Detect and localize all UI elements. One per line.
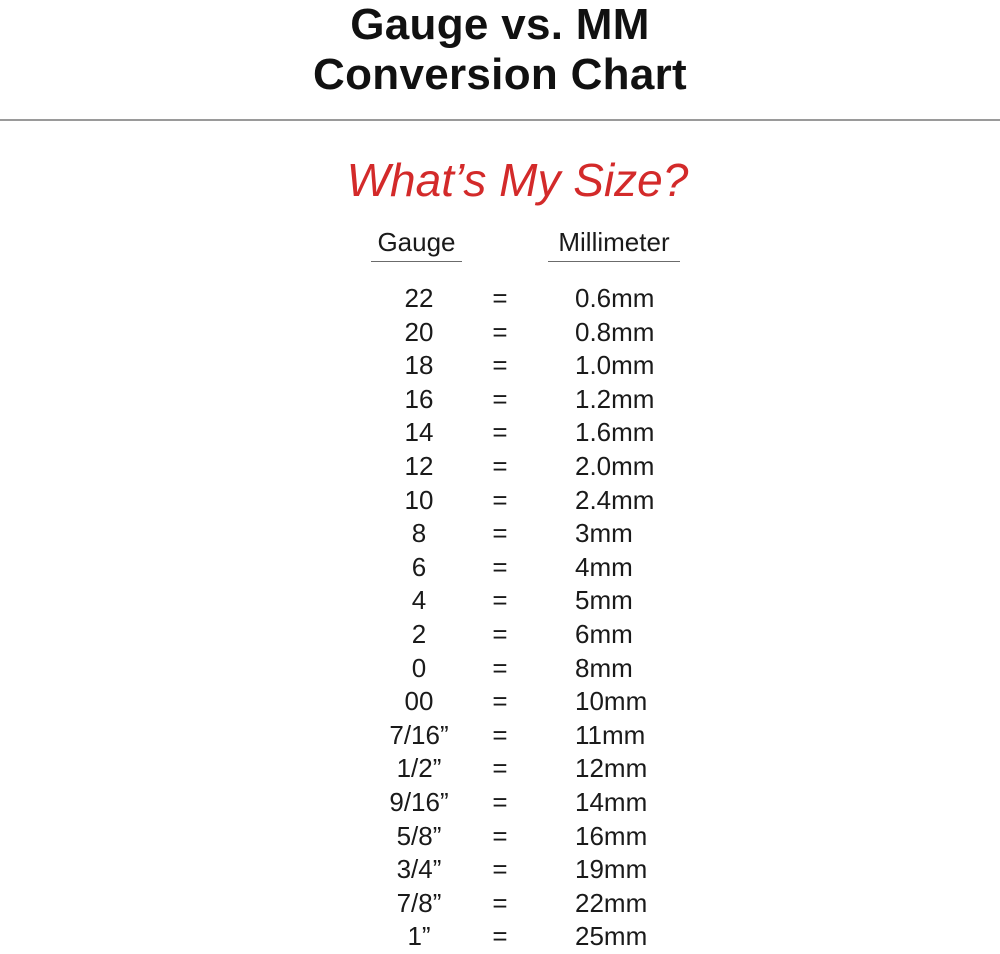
gauge-cell: 22 [404,283,434,313]
table-row [0,853,1000,887]
gauge-cell: 18 [404,350,434,381]
table-row [0,786,1000,820]
millimeter-cell: 25mm [575,921,648,952]
table-row [0,820,1000,854]
title-block [0,0,1000,100]
equals-sign: = [492,283,508,313]
millimeter-cell: 19mm [575,854,648,885]
gauge-cell: 20 [404,316,434,347]
millimeter-cell: 0.8mm [575,316,655,347]
gauge-cell: 9/16” [389,786,449,817]
gauge-cell: 6 [411,551,427,582]
equals-sign: = [492,316,508,347]
millimeter-cell: 2.0mm [575,450,655,481]
gauge-cell: 12 [404,450,434,481]
millimeter-cell: 8mm [575,652,633,683]
equals-sign: = [492,618,508,649]
page-title-line-2: Conversion Chart [313,50,687,99]
table-row [0,551,1000,585]
millimeter-cell: 1.2mm [575,383,655,414]
millimeter-cell: 16mm [575,820,648,851]
table-row [0,450,1000,484]
table-row [0,517,1000,551]
title-divider [0,119,1000,121]
equals-sign: = [492,719,508,750]
table-row [0,349,1000,383]
gauge-cell: 4 [411,585,427,616]
equals-sign: = [492,686,508,717]
table-row [0,383,1000,417]
table-row [0,484,1000,518]
equals-sign: = [492,518,508,549]
table-row [0,652,1000,686]
subtitle: What’s My Size? [346,154,689,206]
table-row [0,618,1000,652]
millimeter-cell: 22mm [575,887,648,918]
table-row [0,584,1000,618]
millimeter-cell: 5mm [575,585,633,616]
millimeter-cell: 0.6mm [575,283,655,313]
equals-sign: = [492,450,508,481]
gauge-cell: 10 [404,484,434,515]
table-row [0,416,1000,450]
gauge-cell: 7/8” [396,887,442,918]
millimeter-cell: 14mm [575,786,648,817]
gauge-cell: 5/8” [396,820,442,851]
gauge-cell: 7/16” [389,719,449,750]
gauge-cell: 14 [404,417,434,448]
gauge-cell: 1” [407,921,431,952]
equals-sign: = [492,652,508,683]
millimeter-cell: 1.0mm [575,350,655,381]
equals-sign: = [492,417,508,448]
equals-sign: = [492,887,508,918]
gauge-cell: 3/4” [396,854,442,885]
millimeter-cell: 2.4mm [575,484,655,515]
millimeter-cell: 1.6mm [575,417,655,448]
table-row [0,316,1000,350]
equals-sign: = [492,921,508,952]
gauge-cell: 2 [411,618,427,649]
equals-sign: = [492,820,508,851]
equals-sign: = [492,786,508,817]
gauge-cell: 00 [404,686,434,717]
millimeter-cell: 10mm [575,686,648,717]
gauge-column-header: Gauge [371,226,462,262]
millimeter-cell: 6mm [575,618,633,649]
table-row [0,887,1000,921]
gauge-cell: 0 [411,652,427,683]
equals-sign: = [492,350,508,381]
millimeter-cell: 11mm [575,719,646,750]
equals-sign: = [492,854,508,885]
equals-sign: = [492,585,508,616]
table-row [0,920,1000,954]
millimeter-cell: 4mm [575,551,633,582]
gauge-cell: 16 [404,383,434,414]
conversion-table [0,282,1000,954]
page-title-line-1: Gauge vs. MM [350,0,650,49]
gauge-cell: 1/2” [396,753,442,784]
equals-sign: = [492,383,508,414]
millimeter-column-header: Millimeter [548,226,680,262]
millimeter-cell: 12mm [575,753,648,784]
table-row [0,282,1000,316]
table-row [0,685,1000,719]
millimeter-cell: 3mm [575,518,633,549]
table-row [0,719,1000,753]
table-row [0,752,1000,786]
gauge-cell: 8 [411,518,427,549]
equals-sign: = [492,551,508,582]
equals-sign: = [492,753,508,784]
equals-sign: = [492,484,508,515]
